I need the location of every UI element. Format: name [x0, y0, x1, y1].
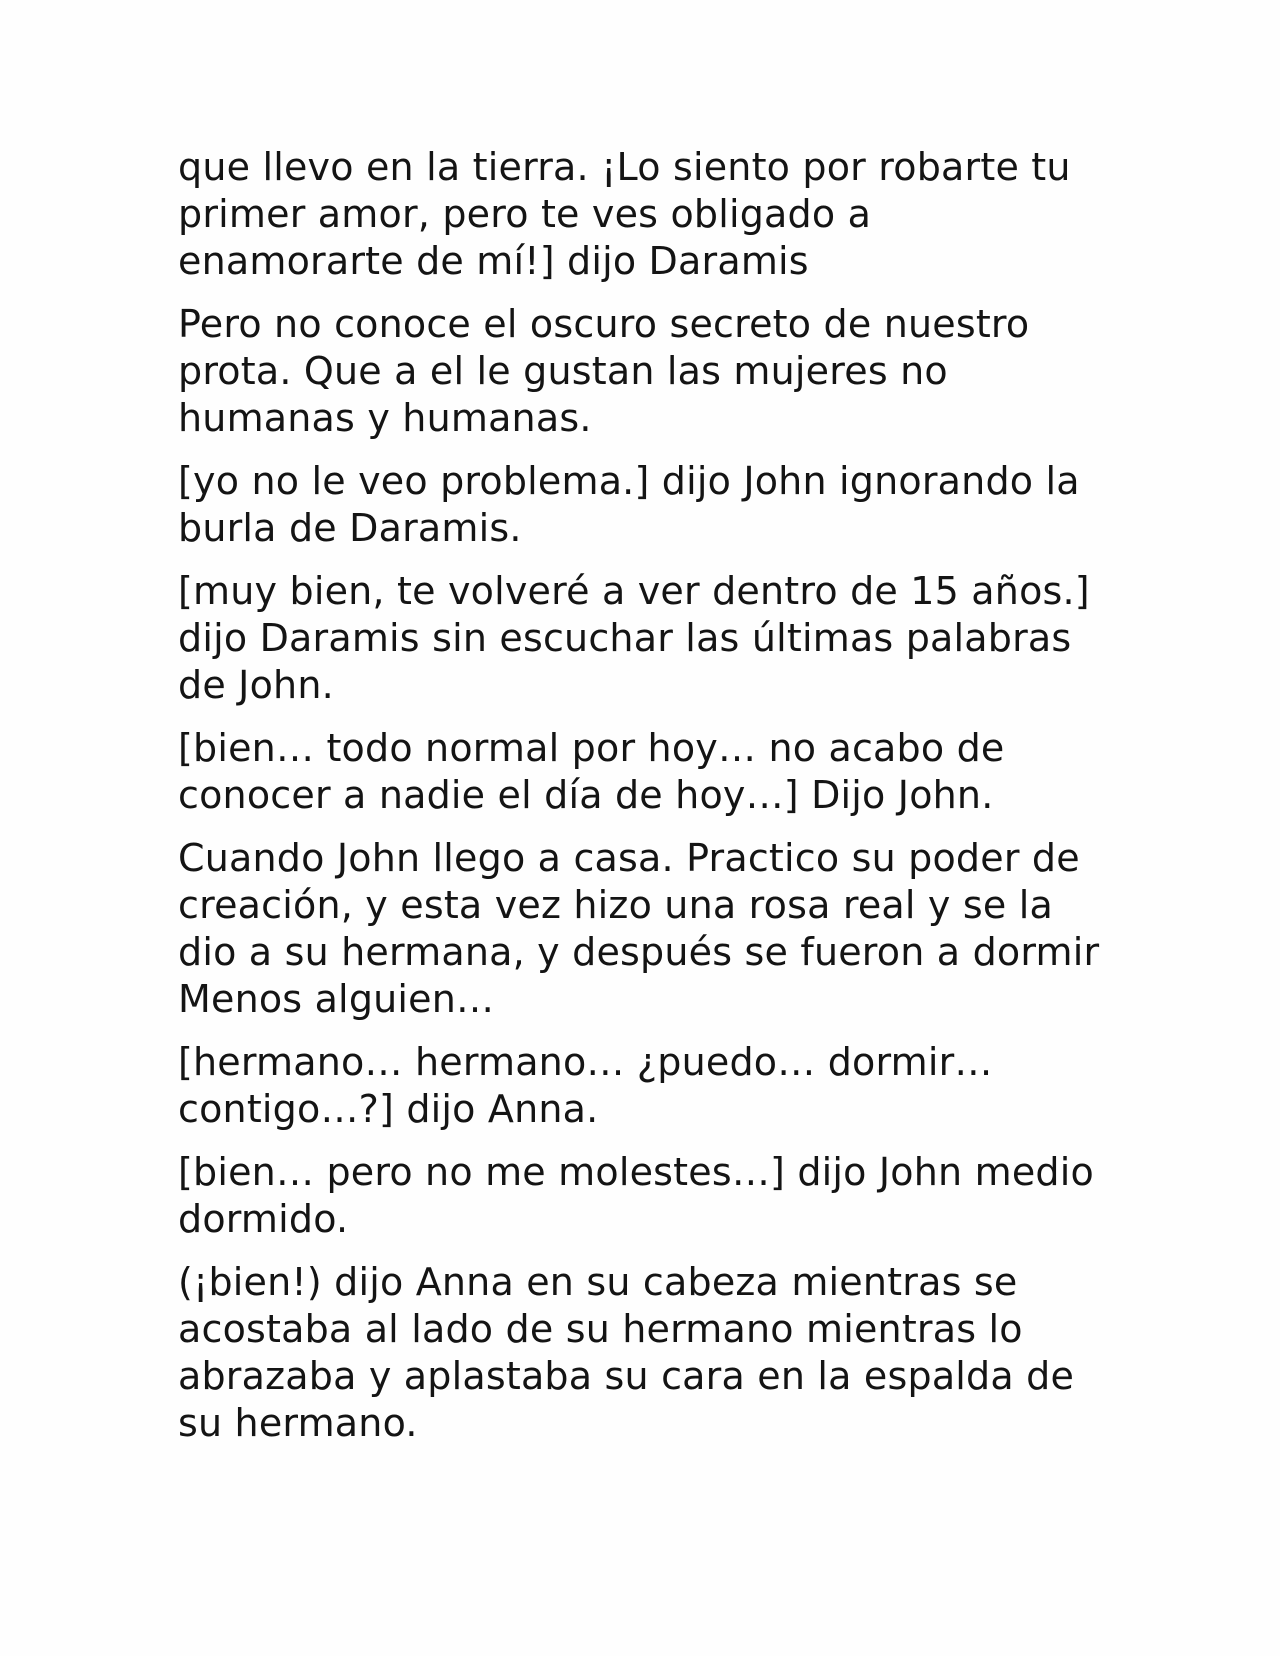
paragraph: [bien… pero no me molestes…] dijo John medio dormido. [178, 1150, 1094, 1241]
paragraph: que llevo en la tierra. ¡Lo siento por robarte tu primer amor, pero te ves obligado a enamorarte de mí!] dijo Daramis [178, 145, 1071, 283]
paragraph: [yo no le veo problema.] dijo John ignorando la burla de Daramis. [178, 459, 1080, 550]
paragraph: Pero no conoce el oscuro secreto de nuestro prota. Que a el le gustan las mujeres no humanas y humanas. [178, 302, 1030, 440]
paragraph: [muy bien, te volveré a ver dentro de 15 años.] dijo Daramis sin escuchar las últimas palabras de John. [178, 569, 1090, 707]
paragraph: [hermano… hermano… ¿puedo… dormir… contigo…?] dijo Anna. [178, 1040, 993, 1131]
paragraph: Cuando John llego a casa. Practico su poder de creación, y esta vez hizo una rosa real y se la dio a su hermana, y después se fueron a dormir Menos alguien… [178, 836, 1100, 1021]
paragraph: (¡bien!) dijo Anna en su cabeza mientras se acostaba al lado de su hermano mientras lo abrazaba y aplastaba su cara en la espalda de su hermano. [178, 1260, 1075, 1445]
document-body [178, 144, 1108, 1463]
paragraph: [bien… todo normal por hoy… no acabo de conocer a nadie el día de hoy…] Dijo John. [178, 726, 1005, 817]
